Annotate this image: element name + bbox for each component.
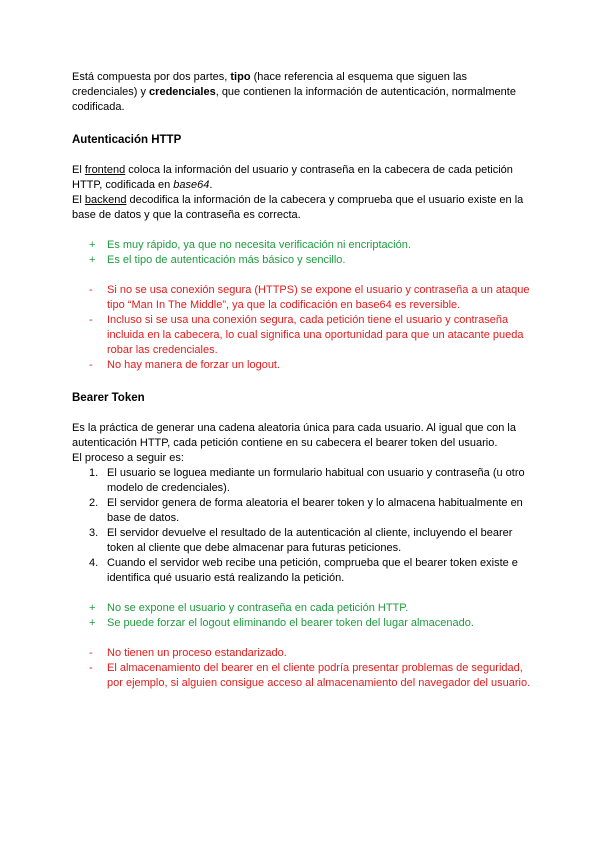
list-item (72, 358, 532, 373)
item-text: El servidor genera de forma aleatoria el bearer token y lo almacena habitualmente en base de datos. (107, 497, 523, 524)
intro-text: , que contienen la información de autenticación, normalmente codificada. (72, 86, 516, 113)
item-text: El almacenamiento del bearer en el cliente podría presentar problemas de seguridad, por ejemplo, si alguien consigue acceso al almacenamiento del navegador del usuario. (107, 662, 531, 689)
step-number: 1. (89, 467, 99, 479)
intro-text: Está compuesta por dos partes, (72, 71, 231, 83)
intro-bold-credenciales: credenciales (149, 86, 216, 98)
list-item (72, 646, 532, 661)
text: decodifica la información de la cabecera y comprueba que el usuario existe en la base de datos y que la contraseña es correcta. (72, 194, 524, 221)
frontend-term: frontend (84, 164, 126, 176)
item-text: Si no se usa conexión segura (HTTPS) se expone el usuario y contraseña a un ataque tipo “Man In The Middle”, ya que la codificación en base64 es reversible. (107, 284, 530, 311)
http-paragraph-frontend (72, 163, 532, 193)
text: El (72, 164, 85, 176)
bearer-pros-list (72, 601, 532, 631)
intro-bold-tipo: tipo (230, 71, 251, 83)
item-text: No tienen un proceso estandarizado. (107, 647, 287, 659)
base64-term: base64 (173, 179, 210, 191)
item-text: Es muy rápido, ya que no necesita verificación ni encriptación. (107, 239, 411, 251)
text: coloca la información del usuario y contraseña en la cabecera de cada petición HTTP, codificada en (72, 164, 513, 191)
plus-sign: + (89, 254, 96, 266)
step-number: 3. (89, 527, 99, 539)
http-cons-list (72, 283, 532, 373)
item-text: Incluso si se usa una conexión segura, cada petición tiene el usuario y contraseña incluida en la cabecera, lo cual significa una oportunidad para que un atacante pueda robar las credenciales. (107, 314, 524, 356)
intro-text: (hace referencia al esquema que siguen las credenciales) y (72, 71, 468, 98)
list-item (72, 496, 532, 526)
bearer-process-intro: El proceso a seguir es: (72, 452, 184, 464)
list-item (72, 556, 532, 586)
item-text: El usuario se loguea mediante un formulario habitual con usuario y contraseña (u otro modelo de credenciales). (107, 467, 525, 494)
minus-sign: - (89, 662, 93, 674)
list-item (72, 661, 532, 691)
plus-sign: + (89, 602, 96, 614)
list-item (72, 238, 532, 253)
plus-sign: + (89, 617, 96, 629)
list-item (72, 526, 532, 556)
list-item (72, 466, 532, 496)
plus-sign: + (89, 239, 96, 251)
intro-paragraph (72, 70, 532, 115)
list-item (72, 313, 532, 358)
list-item (72, 283, 532, 313)
minus-sign: - (89, 284, 93, 296)
step-number: 4. (89, 557, 99, 569)
heading-bearer: Bearer Token (72, 392, 145, 404)
text: . (209, 179, 213, 191)
item-text: El servidor devuelve el resultado de la autenticación al cliente, incluyendo el bearer token al cliente que debe almacenar para futuras peticiones. (107, 527, 513, 554)
bearer-cons-list (72, 646, 532, 691)
item-text: Cuando el servidor web recibe una petición, comprueba que el bearer token existe e identifica qué usuario está realizando la petición. (107, 557, 518, 584)
minus-sign: - (89, 647, 93, 659)
list-item (72, 616, 532, 631)
minus-sign: - (89, 314, 93, 326)
item-text: Es el tipo de autenticación más básico y sencillo. (107, 254, 346, 266)
backend-term: backend (84, 194, 127, 206)
text: El (72, 194, 85, 206)
http-paragraph-backend (72, 193, 532, 223)
item-text: No se expone el usuario y contraseña en cada petición HTTP. (107, 602, 409, 614)
step-number: 2. (89, 497, 99, 509)
heading-http: Autenticación HTTP (72, 134, 182, 146)
list-item (72, 601, 532, 616)
item-text: No hay manera de forzar un logout. (107, 359, 281, 371)
minus-sign: - (89, 359, 93, 371)
bearer-paragraph: Es la práctica de generar una cadena aleatoria única para cada usuario. Al igual que con la autenticación HTTP, cada petición contiene en su cabecera el bearer token del usuario. (72, 422, 516, 449)
item-text: Se puede forzar el logout eliminando el bearer token del lugar almacenado. (107, 617, 474, 629)
http-pros-list (72, 238, 532, 268)
list-item (72, 253, 532, 268)
document-page (72, 70, 532, 691)
bearer-steps-list (72, 466, 532, 586)
